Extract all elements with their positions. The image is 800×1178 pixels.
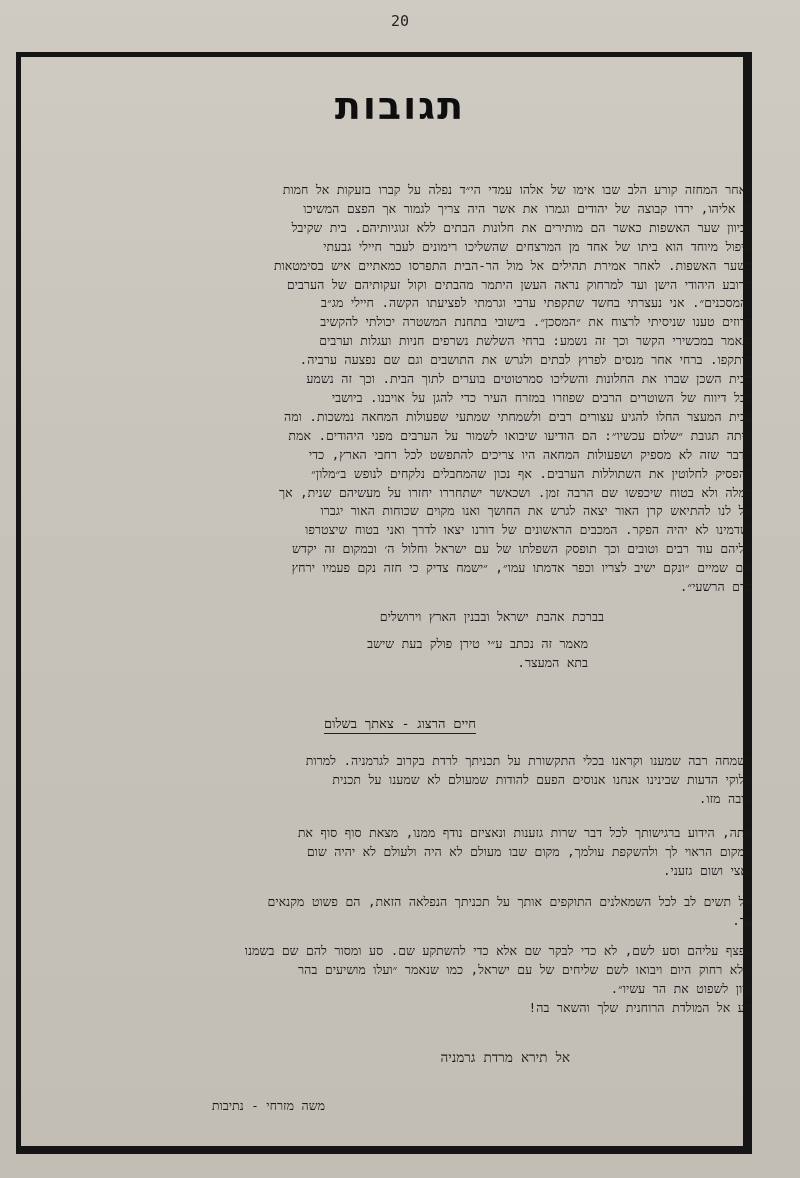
article2-p4-line: שלא רחוק היום ויבואו לשם שליחים של עם ישראל, כמו שנאמר ״ועלו מושיעים בהר	[298, 961, 752, 977]
article2-p4-line: סע אל המולדת הרוחנית שלך והשאר בה!	[528, 999, 752, 1015]
article1-line: ושדמינו לא יהיה הפקר. המכבים הראשונים של דורנו יצאו לדרך ואני בטוח שיצטרפו	[305, 522, 752, 538]
article1-line: לכיוון שער האשפות כאשר הם מותירים את חלונות הבתים ללא זגוגיותיהם. בית שקיבל	[291, 219, 752, 235]
article1-line: הדבר שזה לא מספיק ושפעולות המחאה היו צריכים להתפשט לכל רחבי הארץ, כדי	[308, 446, 752, 462]
article1-line: טיפול מיוחד הוא ביתו של אחד מן המרצחים שהשליכו רימונים לעבר חיילי גבעתי	[323, 238, 752, 254]
article2-paragraph-2	[40, 824, 752, 881]
article2-headline	[0, 716, 800, 732]
article1-line: לנאמר במכשירי הקשר וכך זה נשמע: ברחי השלשת נשרפים חניות ועגלות וערבים	[319, 333, 752, 349]
article1-line: בבית המעצר החלו להגיע עצורים רבים ולשמחתי שמתעי שפעולות המחאה נמשכות. ומה	[284, 408, 752, 424]
article2-p1-line: בשמחה רבה שמענו וקראנו בכלי התקשורת על תכניתך לרדת בקרוב לגרמניה. למרות	[305, 753, 752, 768]
article1-signoff-3: בתא המעצר.	[517, 655, 588, 670]
article1-line: אל לנו להתיאש קרן האור יצאה לגרש את החושך ואנו מקוים שכוחות האור יגברו	[320, 503, 752, 519]
article2-p3-line: אל תשים לב לכל השמאלנים התוקפים אותך על תכניתך הנפלאה הזאת, הם פשוט מקנאים	[267, 894, 752, 909]
article2-p4-line: ציון לשפוט את הר עשיו״.	[610, 980, 752, 996]
article1-line: שם שמיים ״ונקם ישיב לצריו וכפר אדמתו עמו״, ״ישמח צדיק כי חזה נקם פעמיו ירחץ	[291, 560, 752, 576]
article1-line: דרוזים טענו שניסיתי לרצוח את ״המסכן״. בישובי בתחנת המשטרה יכולתי להקשיב	[320, 314, 752, 330]
article1-line: לי אליהו, ירדו קבוצה של יהודים וגמרו את אשר היה צריך לגמור אך הפצם המשיכו	[303, 200, 752, 216]
article1-line: להפסיק לחלוטין את השתוללות הערבים. אף נכון שהמחבלים נלקחים לנופש ב״מלון״	[311, 465, 752, 481]
article2-paragraph-1	[40, 752, 752, 809]
article1-line: הרובע היהודי הישן ועד למרחוק נראה העשן היתמר מהבתים וקול זעקותיהם של הערבים	[286, 276, 752, 292]
article1-body	[40, 181, 752, 597]
article2-signature: משה מזרחי - נתיבות	[211, 1098, 325, 1113]
article1-line: הותקפו. ברחי אחר מנסים לפרוץ לבתים ולגרש את התושבים וגם שם נפצעה ערביה.	[299, 352, 752, 368]
article2-paragraph-3	[40, 893, 752, 931]
article2-closing: אל תירא מרדת גרמניה	[440, 1050, 570, 1066]
article2-p2-line: אתה, הידוע ברגישותך לכל דבר שרות גזענות ונאציזם נודף ממנו, מצאת סוף סוף את	[297, 825, 752, 840]
article1-line: בשער האשפות. לאחר אמירת תהילים אל מול הר-הבית התפרסו כמאתיים איש בסימטאות	[273, 257, 752, 273]
article2-paragraph-4	[40, 942, 752, 1018]
article1-line: לאחר המחזה קורע הלב שבו אימו של אלהו עמדי הי״ד נפלה על קברו בזעקות אל חמות	[282, 182, 752, 197]
article2-p4-line: צפצף עליהם וסע לשם, לא כדי לבקר שם אלא כדי להשתקע שם. סע ומסור להם שם בשמנו	[244, 943, 752, 958]
article2-p2-line: המקום הראוי לך ולהשקפת עולמך, מקום שבו מעולם לא היה ולעולם לא יהיה שום	[306, 843, 752, 859]
article1-line: בדם הרשעי״.	[679, 579, 752, 595]
article1-line: רמלה ולא בטוח שיכפשו שם הרבה זמן. ושכאשר ישתחררו יחזרו על מעשיהם שנית, אך	[278, 484, 752, 500]
article2-p2-line: נאצי ושום גזעני.	[662, 862, 752, 878]
page-title: תגובות	[334, 84, 466, 128]
article1-signoff-2: מאמר זה נכתב ע״י טירן פולק בעת שישב	[367, 636, 588, 651]
article2-p1-line: חלוקי הדעות שבינינו אנחנו אנוסים הפעם להודות שמעולם לא שמענו על תכנית	[332, 771, 752, 787]
article1-line: בבית השכן שברו את החלונות והשליכו סמרטוטים בוערים לתוך הבית. וכך זה נשמע	[306, 371, 752, 387]
article1-line: היתה תגובת ״שלום עכשיו״: הם הודיעו שיבואו לשמור על הערבים מפני היהודים. אמת	[288, 427, 752, 443]
page-number: 20	[390, 12, 410, 30]
article2-headline-text: חיים הרצוג - צאתך בשלום	[324, 717, 476, 732]
article1-signoff-1: בברכת אהבת ישראל ובבנין הארץ וירושלים	[379, 609, 604, 624]
article1-line: בכל דיווח של השוטרים הרבים שפוזרו במזרח העיר כדי להגן על אויבנו. ביושבי	[331, 389, 752, 405]
article2-p3-line: בך.	[732, 912, 752, 928]
article1-line: ״המסכנים״. אני נעצרתי בחשד שתקפתי ערבי וגרמתי לפציעתו הקשה. חיילי מג״ב	[321, 295, 752, 311]
article1-line: אליהם עוד רבים וטובים וכך תופסק השפלתו של עם ישראל וחלול ה׳ ובמקום זה יקדש	[291, 541, 752, 557]
article2-p1-line: טובה מזו.	[698, 790, 752, 806]
